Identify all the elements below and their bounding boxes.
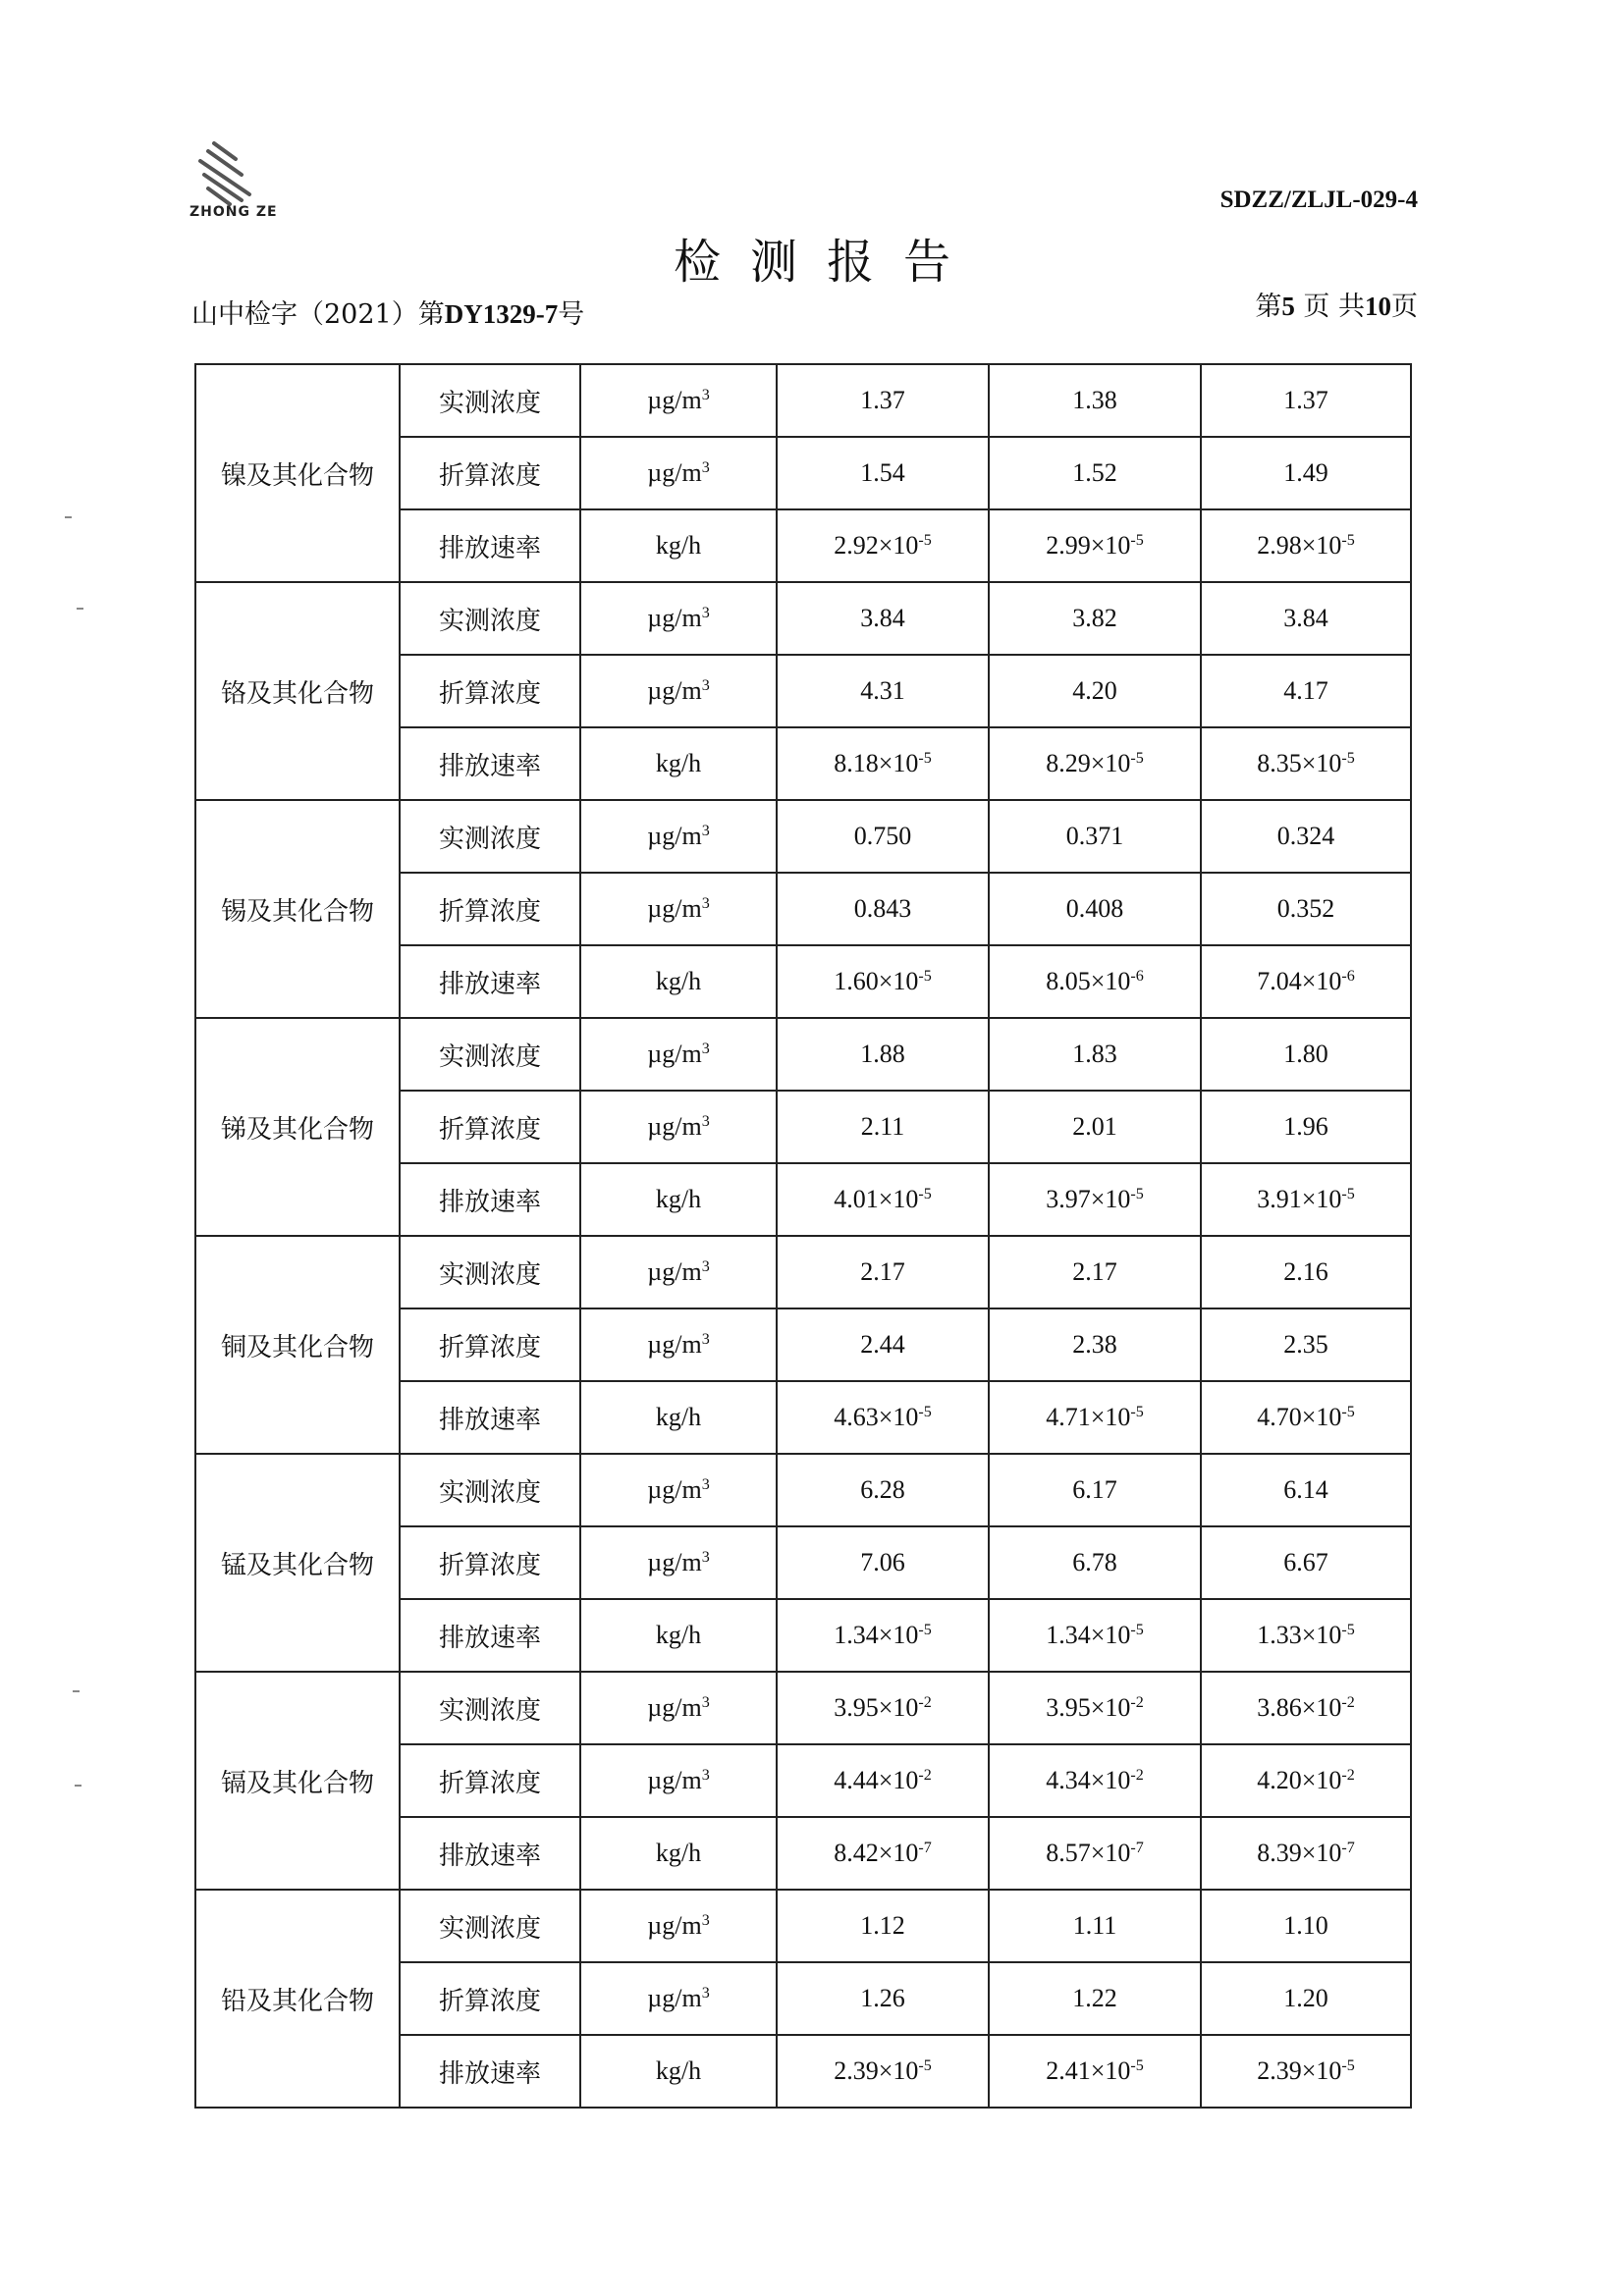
value-mantissa: 8.39×10 [1257, 1839, 1342, 1867]
value-cell [777, 1163, 989, 1236]
value-cell [989, 1890, 1201, 1962]
metric-cell: 折算浓度 [400, 655, 580, 727]
pollutant-name-cell: 锡及其化合物 [195, 800, 400, 1018]
table-row [195, 1672, 1411, 1744]
unit-base: kg/h [655, 1621, 702, 1649]
unit-base: µg/m [647, 458, 702, 487]
unit-base: kg/h [655, 967, 702, 995]
value-mantissa: 6.14 [1283, 1475, 1328, 1504]
unit-base: µg/m [647, 386, 702, 414]
value-cell [777, 1454, 989, 1526]
unit-exponent: 3 [701, 387, 710, 404]
metric-cell: 排放速率 [400, 727, 580, 800]
value-exponent: -5 [1130, 1404, 1144, 1421]
value-exponent: -5 [918, 750, 932, 768]
value-exponent: -6 [1341, 968, 1355, 986]
value-mantissa: 4.70×10 [1257, 1403, 1342, 1431]
unit-cell [580, 800, 777, 873]
metric-cell: 实测浓度 [400, 582, 580, 655]
scan-mark [73, 1690, 80, 1692]
value-mantissa: 4.17 [1283, 676, 1328, 705]
value-mantissa: 1.80 [1283, 1040, 1328, 1068]
unit-exponent: 3 [701, 823, 710, 840]
unit-base: kg/h [655, 1839, 702, 1867]
metric-cell: 折算浓度 [400, 1308, 580, 1381]
value-mantissa: 2.38 [1072, 1330, 1117, 1359]
value-mantissa: 3.97×10 [1046, 1185, 1131, 1213]
value-exponent: -5 [1341, 1404, 1355, 1421]
unit-cell [580, 1962, 777, 2035]
report-number-prefix: 山中检字（2021）第 [191, 299, 445, 330]
value-mantissa: 3.82 [1072, 604, 1117, 632]
unit-cell [580, 1672, 777, 1744]
value-exponent: -5 [1341, 1622, 1355, 1639]
metric-cell: 折算浓度 [400, 1091, 580, 1163]
metric-cell: 实测浓度 [400, 1890, 580, 1962]
unit-base: µg/m [647, 1040, 702, 1068]
page-current: 5 [1281, 292, 1295, 321]
value-mantissa: 1.38 [1072, 386, 1117, 414]
value-cell [1201, 1454, 1411, 1526]
value-cell [1201, 945, 1411, 1018]
unit-cell [580, 1817, 777, 1890]
value-cell [777, 1381, 989, 1454]
unit-exponent: 3 [701, 1113, 710, 1131]
unit-base: µg/m [647, 1112, 702, 1141]
value-mantissa: 1.26 [860, 1984, 905, 2012]
value-cell [989, 655, 1201, 727]
value-mantissa: 8.18×10 [834, 749, 919, 777]
pollutant-name-cell: 铜及其化合物 [195, 1236, 400, 1454]
value-cell [989, 1018, 1201, 1091]
table-row [195, 364, 1411, 437]
value-mantissa: 4.01×10 [834, 1185, 919, 1213]
unit-cell [580, 1018, 777, 1091]
value-cell [1201, 1163, 1411, 1236]
page-total: 10 [1365, 292, 1391, 321]
unit-base: kg/h [655, 1185, 702, 1213]
value-cell [1201, 727, 1411, 800]
value-cell [1201, 1817, 1411, 1890]
results-table-body [195, 364, 1411, 2108]
value-cell [989, 1744, 1201, 1817]
unit-cell [580, 2035, 777, 2108]
value-mantissa: 1.60×10 [834, 967, 919, 995]
pollutant-name-cell: 锰及其化合物 [195, 1454, 400, 1672]
value-cell [989, 437, 1201, 509]
unit-exponent: 3 [701, 1767, 710, 1785]
unit-base: µg/m [647, 1475, 702, 1504]
page-suffix: 页 [1391, 292, 1418, 322]
value-mantissa: 4.31 [860, 676, 905, 705]
value-cell [1201, 1308, 1411, 1381]
metric-cell: 实测浓度 [400, 1236, 580, 1308]
pollutant-name-cell: 镉及其化合物 [195, 1672, 400, 1890]
value-mantissa: 1.54 [860, 458, 905, 487]
unit-exponent: 3 [701, 459, 710, 477]
value-exponent: -5 [918, 1622, 932, 1639]
metric-cell: 实测浓度 [400, 1018, 580, 1091]
value-cell [1201, 582, 1411, 655]
scan-mark [77, 608, 83, 610]
metric-cell: 排放速率 [400, 1163, 580, 1236]
unit-exponent: 3 [701, 1912, 710, 1930]
value-cell [989, 727, 1201, 800]
value-cell [1201, 509, 1411, 582]
scan-mark [75, 1785, 81, 1787]
value-mantissa: 2.17 [1072, 1257, 1117, 1286]
metric-cell: 折算浓度 [400, 1526, 580, 1599]
metric-cell: 折算浓度 [400, 1744, 580, 1817]
metric-cell: 折算浓度 [400, 873, 580, 945]
unit-cell [580, 364, 777, 437]
report-title: 检测报告 [673, 235, 980, 290]
value-cell [989, 1962, 1201, 2035]
unit-cell [580, 437, 777, 509]
table-row [195, 800, 1411, 873]
value-exponent: -7 [1130, 1840, 1144, 1857]
value-mantissa: 6.17 [1072, 1475, 1117, 1504]
value-cell [989, 1236, 1201, 1308]
value-mantissa: 0.843 [853, 894, 912, 923]
value-mantissa: 2.17 [860, 1257, 905, 1286]
unit-cell [580, 1236, 777, 1308]
value-exponent: -7 [918, 1840, 932, 1857]
value-cell [989, 1817, 1201, 1890]
value-mantissa: 2.44 [860, 1330, 905, 1359]
value-exponent: -5 [918, 532, 932, 550]
value-cell [777, 873, 989, 945]
unit-cell [580, 1744, 777, 1817]
metric-cell: 排放速率 [400, 1381, 580, 1454]
value-exponent: -2 [918, 1694, 932, 1712]
value-cell [1201, 1526, 1411, 1599]
value-cell [1201, 1599, 1411, 1672]
unit-base: µg/m [647, 822, 702, 850]
unit-base: µg/m [647, 1257, 702, 1286]
value-mantissa: 4.63×10 [834, 1403, 919, 1431]
table-row [195, 1890, 1411, 1962]
value-cell [1201, 1672, 1411, 1744]
table-row [195, 1454, 1411, 1526]
value-mantissa: 8.42×10 [834, 1839, 919, 1867]
page-mid: 页 共 [1303, 292, 1365, 322]
value-mantissa: 4.20×10 [1257, 1766, 1342, 1794]
value-exponent: -7 [1341, 1840, 1355, 1857]
value-cell [777, 2035, 989, 2108]
metric-cell: 折算浓度 [400, 1962, 580, 2035]
value-mantissa: 1.10 [1283, 1911, 1328, 1940]
value-mantissa: 7.06 [860, 1548, 905, 1576]
unit-base: µg/m [647, 604, 702, 632]
value-mantissa: 6.67 [1283, 1548, 1328, 1576]
value-mantissa: 1.88 [860, 1040, 905, 1068]
value-exponent: -2 [1130, 1694, 1144, 1712]
value-mantissa: 2.39×10 [1257, 2056, 1342, 2085]
value-cell [777, 582, 989, 655]
value-cell [777, 945, 989, 1018]
value-cell [989, 800, 1201, 873]
unit-base: µg/m [647, 1330, 702, 1359]
unit-base: µg/m [647, 1766, 702, 1794]
unit-cell [580, 1308, 777, 1381]
logo-text: ZHONG ZE [189, 204, 278, 220]
value-exponent: -6 [1130, 968, 1144, 986]
unit-exponent: 3 [701, 1258, 710, 1276]
value-mantissa: 1.37 [860, 386, 905, 414]
table-row [195, 1018, 1411, 1091]
value-cell [989, 364, 1201, 437]
metric-cell: 实测浓度 [400, 1454, 580, 1526]
value-cell [989, 1163, 1201, 1236]
value-mantissa: 4.71×10 [1046, 1403, 1131, 1431]
value-mantissa: 0.371 [1065, 822, 1124, 850]
unit-cell [580, 727, 777, 800]
value-cell [777, 1018, 989, 1091]
value-cell [989, 873, 1201, 945]
value-mantissa: 2.92×10 [834, 531, 919, 560]
value-exponent: -5 [1130, 750, 1144, 768]
value-cell [1201, 1236, 1411, 1308]
metric-cell: 排放速率 [400, 2035, 580, 2108]
value-cell [777, 1236, 989, 1308]
unit-exponent: 3 [701, 1476, 710, 1494]
value-exponent: -5 [918, 2057, 932, 2075]
value-mantissa: 1.22 [1072, 1984, 1117, 2012]
value-mantissa: 1.83 [1072, 1040, 1117, 1068]
value-cell [777, 800, 989, 873]
value-cell [777, 1962, 989, 2035]
value-cell [989, 1672, 1201, 1744]
value-mantissa: 0.750 [853, 822, 912, 850]
value-mantissa: 3.95×10 [1046, 1693, 1131, 1722]
value-exponent: -2 [1130, 1767, 1144, 1785]
unit-base: kg/h [655, 749, 702, 777]
value-exponent: -2 [918, 1767, 932, 1785]
value-mantissa: 1.20 [1283, 1984, 1328, 2012]
unit-exponent: 3 [701, 605, 710, 622]
metric-cell: 排放速率 [400, 945, 580, 1018]
value-mantissa: 1.33×10 [1257, 1621, 1342, 1649]
value-cell [777, 655, 989, 727]
value-cell [777, 1672, 989, 1744]
metric-cell: 排放速率 [400, 509, 580, 582]
value-mantissa: 2.39×10 [834, 2056, 919, 2085]
value-cell [777, 1890, 989, 1962]
value-cell [777, 364, 989, 437]
value-cell [1201, 437, 1411, 509]
metric-cell: 实测浓度 [400, 364, 580, 437]
unit-exponent: 3 [701, 677, 710, 695]
unit-cell [580, 1091, 777, 1163]
value-mantissa: 4.34×10 [1046, 1766, 1131, 1794]
unit-exponent: 3 [701, 1694, 710, 1712]
value-mantissa: 2.16 [1283, 1257, 1328, 1286]
value-mantissa: 6.28 [860, 1475, 905, 1504]
value-exponent: -5 [1130, 1622, 1144, 1639]
value-mantissa: 1.34×10 [1046, 1621, 1131, 1649]
value-mantissa: 4.20 [1072, 676, 1117, 705]
value-mantissa: 2.35 [1283, 1330, 1328, 1359]
value-mantissa: 0.352 [1276, 894, 1335, 923]
unit-exponent: 3 [701, 895, 710, 913]
value-mantissa: 1.52 [1072, 458, 1117, 487]
value-exponent: -5 [1341, 1186, 1355, 1203]
value-cell [777, 509, 989, 582]
value-cell [1201, 364, 1411, 437]
table-row [195, 1236, 1411, 1308]
value-exponent: -5 [1130, 2057, 1144, 2075]
value-exponent: -5 [1130, 1186, 1144, 1203]
value-cell [777, 727, 989, 800]
value-mantissa: 7.04×10 [1257, 967, 1342, 995]
unit-exponent: 3 [701, 1331, 710, 1349]
unit-cell [580, 1890, 777, 1962]
value-cell [777, 1526, 989, 1599]
value-cell [989, 582, 1201, 655]
value-exponent: -5 [918, 968, 932, 986]
value-mantissa: 2.99×10 [1046, 531, 1131, 560]
unit-cell [580, 655, 777, 727]
unit-cell [580, 1381, 777, 1454]
pollutant-name-cell: 锑及其化合物 [195, 1018, 400, 1236]
value-cell [1201, 2035, 1411, 2108]
unit-cell [580, 582, 777, 655]
unit-cell [580, 873, 777, 945]
unit-base: µg/m [647, 1911, 702, 1940]
unit-exponent: 3 [701, 1041, 710, 1058]
value-exponent: -5 [1341, 2057, 1355, 2075]
value-mantissa: 8.05×10 [1046, 967, 1131, 995]
unit-cell [580, 1526, 777, 1599]
value-cell [989, 509, 1201, 582]
value-mantissa: 1.11 [1072, 1911, 1117, 1940]
page-prefix: 第 [1255, 292, 1282, 322]
value-exponent: -2 [1341, 1694, 1355, 1712]
metric-cell: 排放速率 [400, 1599, 580, 1672]
value-mantissa: 3.95×10 [834, 1693, 919, 1722]
value-mantissa: 3.84 [1283, 604, 1328, 632]
unit-cell [580, 1454, 777, 1526]
report-number [191, 293, 584, 331]
value-exponent: -5 [1341, 750, 1355, 768]
value-cell [1201, 800, 1411, 873]
value-cell [1201, 1091, 1411, 1163]
value-mantissa: 3.84 [860, 604, 905, 632]
metric-cell: 实测浓度 [400, 1672, 580, 1744]
value-cell [1201, 873, 1411, 945]
value-mantissa: 1.49 [1283, 458, 1328, 487]
value-cell [989, 2035, 1201, 2108]
metric-cell: 折算浓度 [400, 437, 580, 509]
unit-base: µg/m [647, 1548, 702, 1576]
value-mantissa: 1.34×10 [834, 1621, 919, 1649]
value-cell [777, 1308, 989, 1381]
value-mantissa: 2.11 [860, 1112, 905, 1141]
pollutant-name-cell: 铅及其化合物 [195, 1890, 400, 2108]
value-cell [777, 1744, 989, 1817]
results-table [194, 363, 1412, 2109]
value-cell [989, 1454, 1201, 1526]
unit-cell [580, 945, 777, 1018]
unit-base: µg/m [647, 1984, 702, 2012]
unit-cell [580, 509, 777, 582]
value-cell [989, 1091, 1201, 1163]
value-mantissa: 2.98×10 [1257, 531, 1342, 560]
value-cell [777, 437, 989, 509]
unit-exponent: 3 [701, 1985, 710, 2002]
unit-base: kg/h [655, 1403, 702, 1431]
value-exponent: -5 [1130, 532, 1144, 550]
value-cell [1201, 1744, 1411, 1817]
value-cell [777, 1817, 989, 1890]
value-mantissa: 1.12 [860, 1911, 905, 1940]
report-number-suffix: 号 [558, 299, 585, 330]
value-exponent: -5 [918, 1404, 932, 1421]
value-cell [989, 1599, 1201, 1672]
value-cell [1201, 1018, 1411, 1091]
value-mantissa: 4.44×10 [834, 1766, 919, 1794]
value-mantissa: 0.324 [1276, 822, 1335, 850]
pollutant-name-cell: 铬及其化合物 [195, 582, 400, 800]
value-mantissa: 3.86×10 [1257, 1693, 1342, 1722]
value-mantissa: 1.37 [1283, 386, 1328, 414]
value-mantissa: 0.408 [1065, 894, 1124, 923]
unit-base: µg/m [647, 1693, 702, 1722]
unit-cell [580, 1163, 777, 1236]
page-indicator [1255, 285, 1418, 323]
value-cell [989, 1526, 1201, 1599]
scan-mark [65, 516, 72, 518]
report-number-code: DY1329-7 [444, 299, 559, 329]
value-cell [1201, 1381, 1411, 1454]
value-cell [989, 945, 1201, 1018]
value-mantissa: 6.78 [1072, 1548, 1117, 1576]
value-mantissa: 2.01 [1072, 1112, 1117, 1141]
value-cell [1201, 1962, 1411, 2035]
document-code: SDZZ/ZLJL-029-4 [1219, 187, 1418, 213]
value-mantissa: 8.29×10 [1046, 749, 1131, 777]
value-mantissa: 8.57×10 [1046, 1839, 1131, 1867]
value-cell [1201, 1890, 1411, 1962]
value-exponent: -2 [1341, 1767, 1355, 1785]
pollutant-name-cell: 镍及其化合物 [195, 364, 400, 582]
value-mantissa: 2.41×10 [1046, 2056, 1131, 2085]
value-cell [989, 1308, 1201, 1381]
value-cell [777, 1091, 989, 1163]
value-mantissa: 8.35×10 [1257, 749, 1342, 777]
value-exponent: -5 [918, 1186, 932, 1203]
unit-base: µg/m [647, 894, 702, 923]
value-exponent: -5 [1341, 532, 1355, 550]
metric-cell: 实测浓度 [400, 800, 580, 873]
unit-base: µg/m [647, 676, 702, 705]
unit-cell [580, 1599, 777, 1672]
unit-exponent: 3 [701, 1549, 710, 1567]
unit-base: kg/h [655, 2056, 702, 2085]
table-row [195, 582, 1411, 655]
value-cell [989, 1381, 1201, 1454]
value-cell [777, 1599, 989, 1672]
unit-base: kg/h [655, 531, 702, 560]
value-cell [1201, 655, 1411, 727]
value-mantissa: 1.96 [1283, 1112, 1328, 1141]
value-mantissa: 3.91×10 [1257, 1185, 1342, 1213]
metric-cell: 排放速率 [400, 1817, 580, 1890]
